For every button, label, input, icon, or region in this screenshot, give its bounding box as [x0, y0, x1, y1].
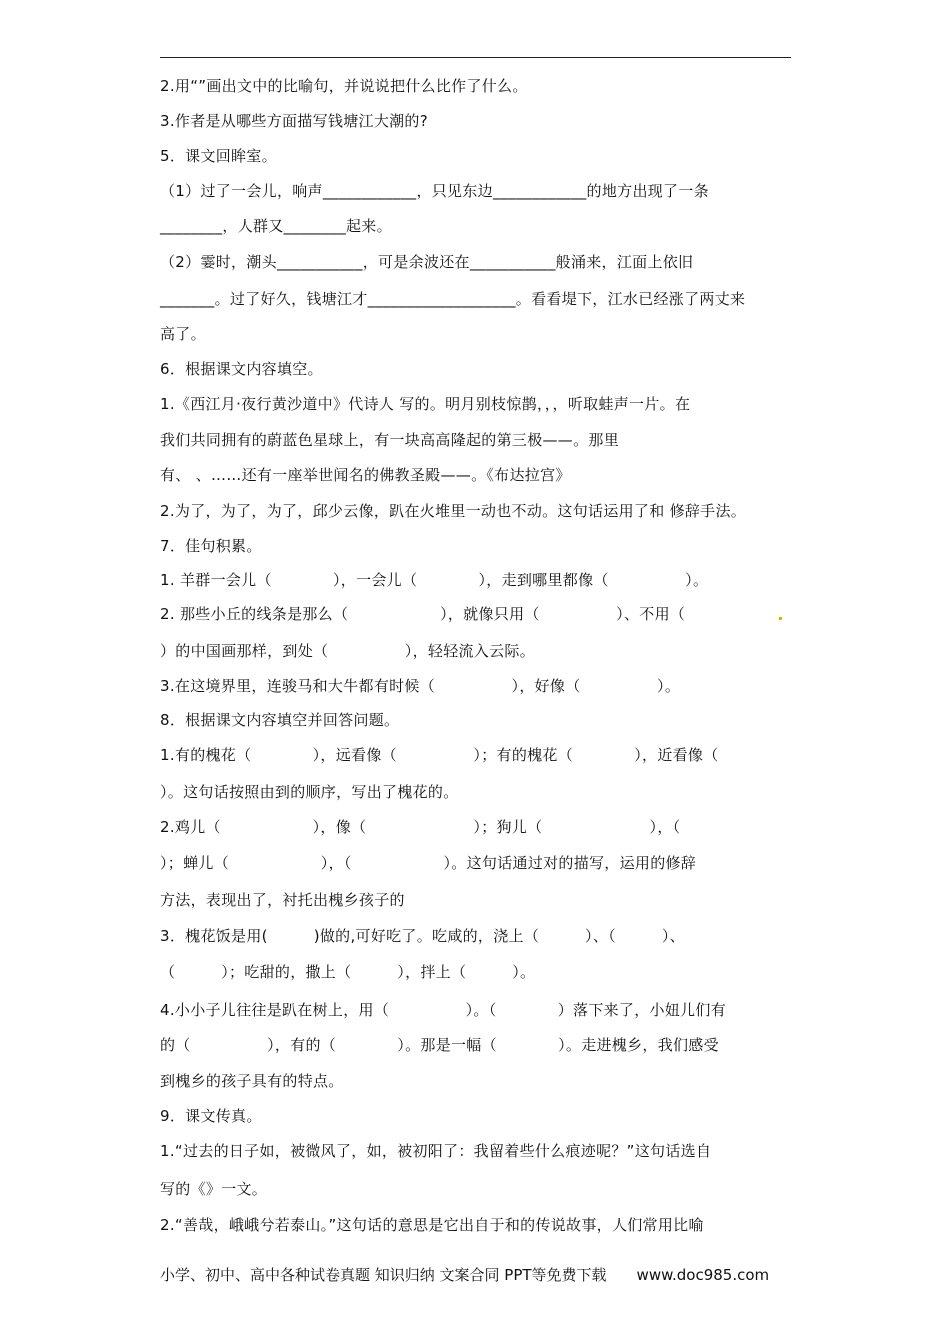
line: （1）过了一会儿，响声____________，只见东边____________的地方出现了一条 — [160, 182, 709, 200]
line: ）；蝉儿（ ），（ ）。这句话通过对的描写，运用的修辞 — [160, 854, 697, 872]
line: 方法，表现出了，衬托出槐乡孩子的 — [160, 891, 405, 909]
stray-mark — [779, 617, 782, 620]
line: 2.为了，为了，为了，邱少云像，趴在火堆里一动也不动。这句话运用了和 修辞手法。 — [160, 502, 747, 520]
line: _______。过了好久，钱塘江才___________________。看看堤下，江水已经涨了两丈来 — [160, 290, 746, 308]
header-rule — [160, 57, 791, 58]
line: 2.鸡儿（ ），像（ ）；狗儿（ ），（ — [160, 818, 681, 836]
line: 高了。 — [160, 325, 206, 343]
line: 3.作者是从哪些方面描写钱塘江大潮的? — [160, 112, 428, 130]
line: 2.用“”画出文中的比喻句，并说说把什么比作了什么。 — [160, 77, 528, 95]
footer: 小学、初中、高中各种试卷真题 知识归纳 文案合同 PPT等免费下载 www.doc985.com — [160, 1266, 770, 1284]
line: 1.“过去的日子如，被微风了，如，被初阳了：我留着些什么痕迹呢？”这句话选自 — [160, 1142, 712, 1160]
line: 8．根据课文内容填空并回答问题。 — [160, 711, 400, 729]
line: 7．佳句积累。 — [160, 537, 262, 555]
line: 1. 羊群一会儿（ ），一会儿（ ），走到哪里都像（ ）。 — [160, 571, 709, 589]
line: 6．根据课文内容填空。 — [160, 360, 323, 378]
line: （2）霎时，潮头___________，可是余波还在___________般涌来，江面上依旧 — [160, 253, 694, 271]
line: 我们共同拥有的蔚蓝色星球上，有一块高高隆起的第三极——。那里 — [160, 431, 620, 449]
line: ）。这句话按照由到的顺序，写出了槐花的。 — [160, 783, 459, 801]
line: ）的中国画那样，到处（ ），轻轻流入云际。 — [160, 642, 536, 660]
line: 3.在这境界里，连骏马和大牛都有时候（ ），好像（ ）。 — [160, 677, 681, 695]
line: 到槐乡的孩子具有的特点。 — [160, 1072, 344, 1090]
line: 2. 那些小丘的线条是那么（ ），就像只用（ ）、不用（ — [160, 605, 686, 623]
line: 写的《》一文。 — [160, 1180, 268, 1198]
line: 2.“善哉，峨峨兮若泰山。”这句话的意思是它出自于和的传说故事，人们常用比喻 — [160, 1216, 704, 1234]
line: ________，人群又________起来。 — [160, 217, 392, 235]
line: 5．课文回眸室。 — [160, 147, 277, 165]
line: 9．课文传真。 — [160, 1107, 262, 1125]
line: 的（ ），有的（ ）。那是一幅（ ）。走进槐乡，我们感受 — [160, 1036, 719, 1054]
line: 有、 、……还有一座举世闻名的佛教圣殿——。《布达拉宫》 — [160, 466, 571, 484]
line: 1.有的槐花（ ），远看像（ ）；有的槐花（ ），近看像（ — [160, 746, 719, 764]
line: 3．槐花饭是用( )做的,可好吃了。吃咸的，浇上（ ）、（ ）、 — [160, 927, 685, 945]
line: 4.小小子儿往往是趴在树上，用（ ）。（ ）落下来了，小妞儿们有 — [160, 1001, 727, 1019]
line: （ ）；吃甜的，撒上（ ），拌上（ ）。 — [160, 963, 536, 981]
line: 1.《西江月·夜行黄沙道中》代诗人 写的。明月别枝惊鹊，，，听取蛙声一片。在 — [160, 395, 691, 413]
